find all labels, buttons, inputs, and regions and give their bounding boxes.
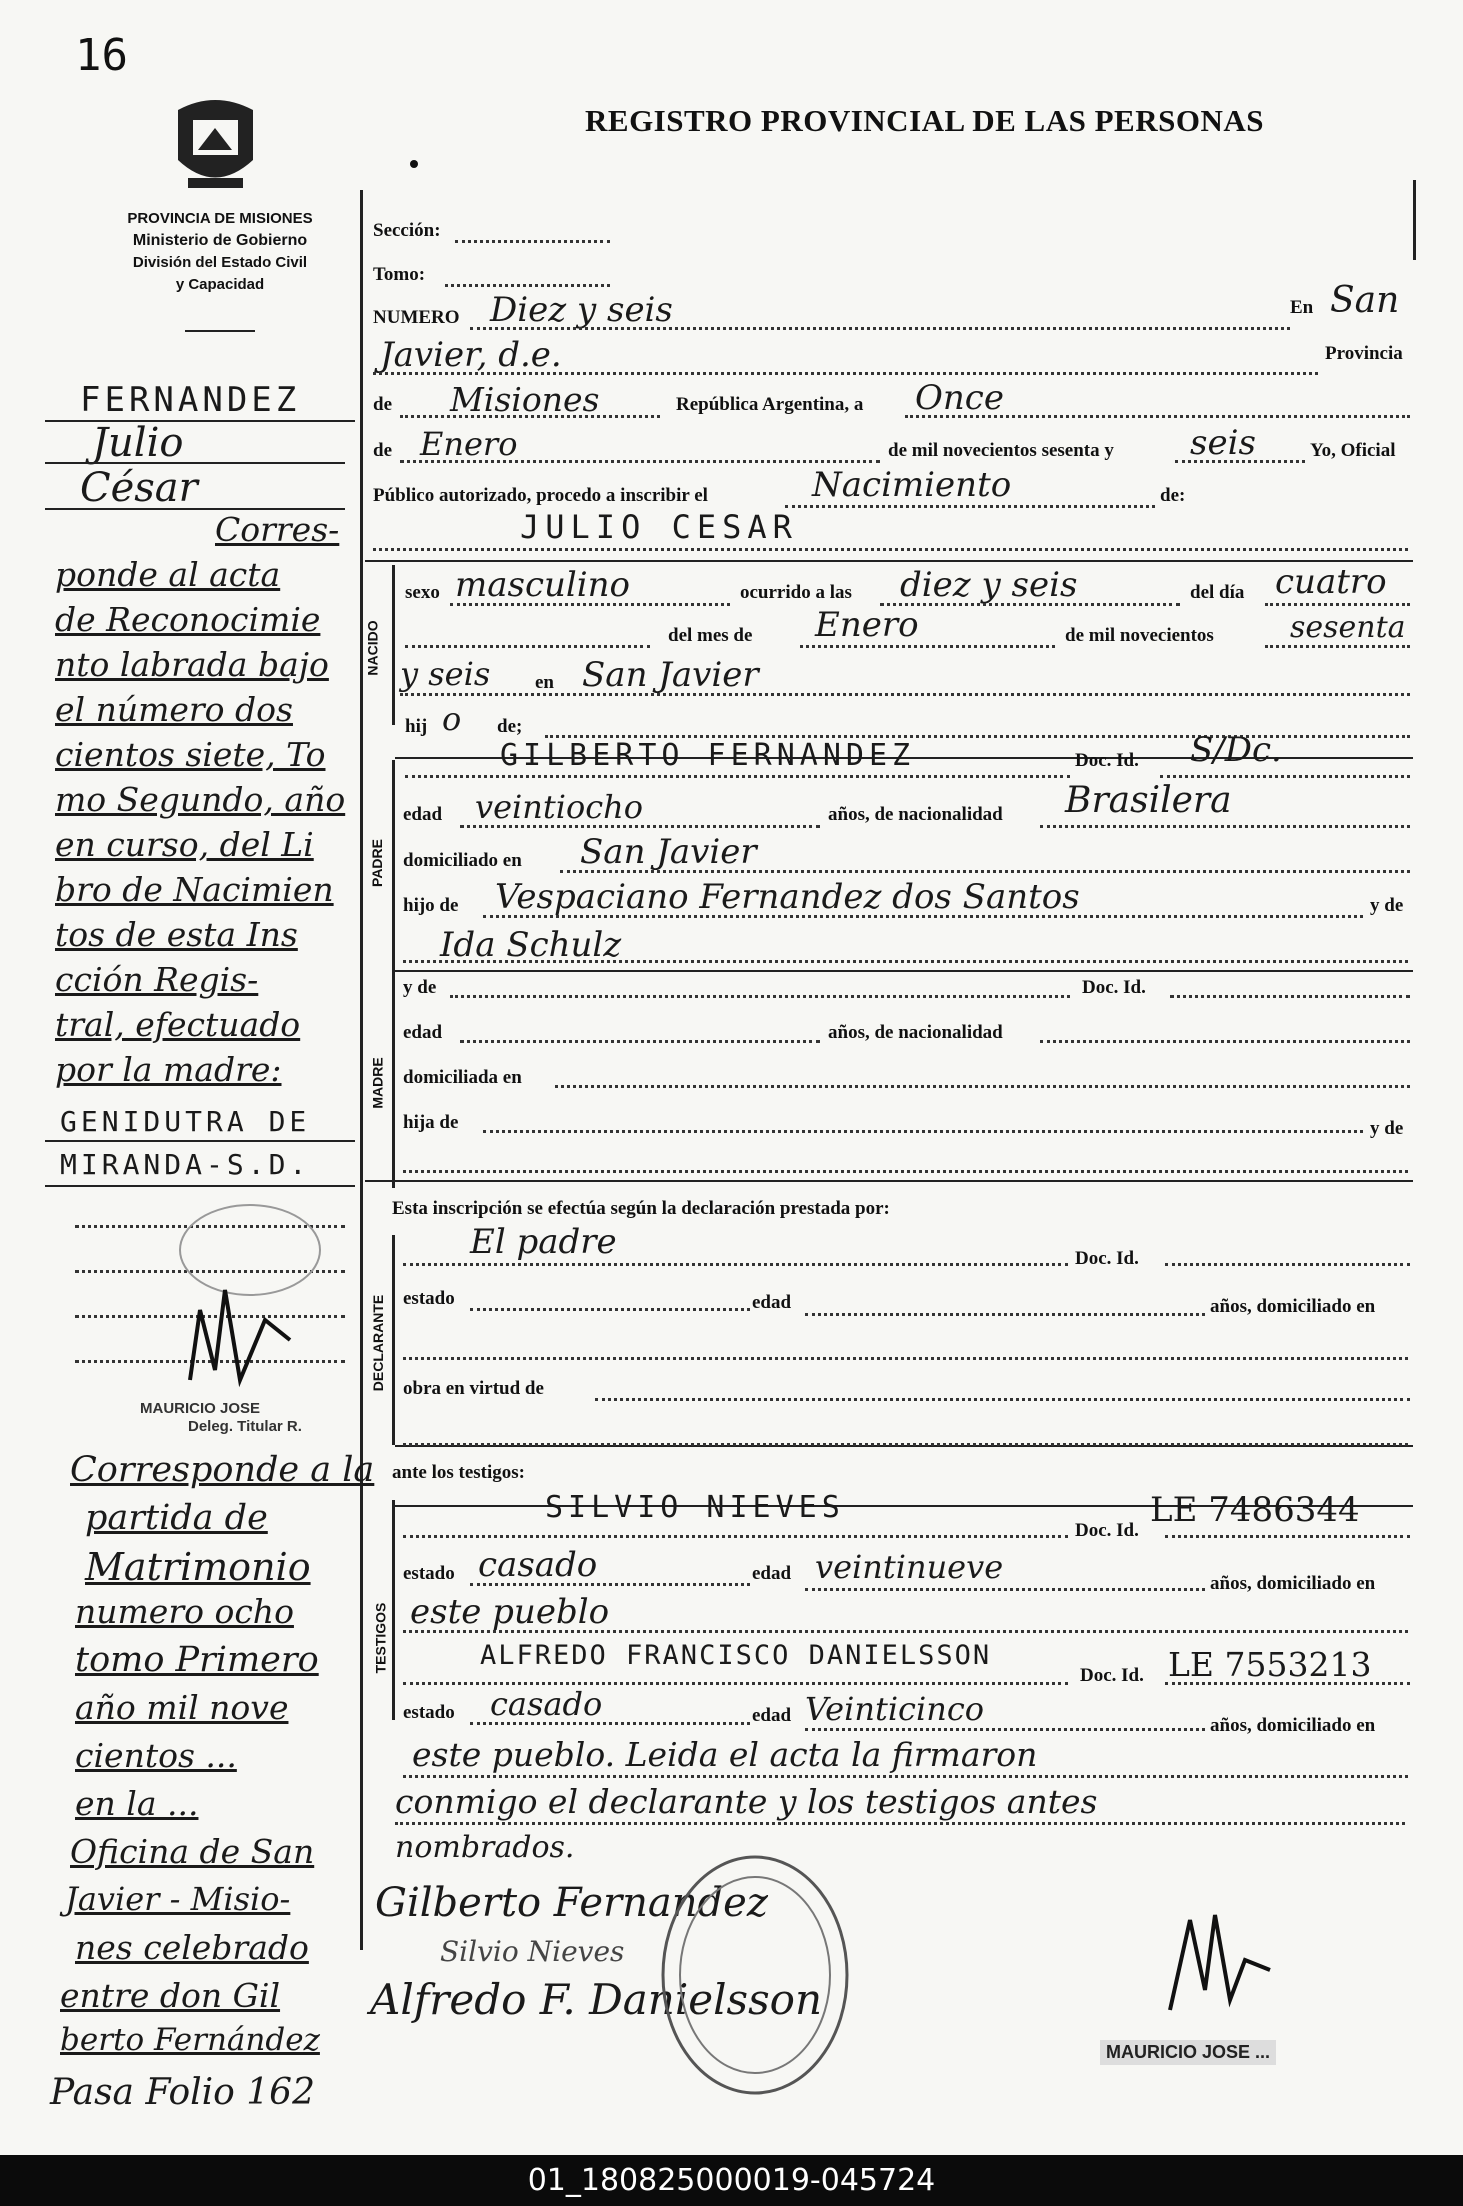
- margin-note-1-line: nto labrada bajo: [55, 645, 329, 684]
- label-numero: NUMERO: [373, 307, 460, 328]
- hw-abuela: Ida Schulz: [440, 925, 622, 965]
- hw-padre-nacionalidad: Brasilera: [1065, 780, 1232, 821]
- label-declarante-estado: estado: [403, 1288, 455, 1309]
- hw-dia: Once: [915, 378, 1004, 418]
- hw-testigo1-doc: LE 7486344: [1150, 1490, 1360, 1530]
- label-de-3: de;: [497, 716, 523, 737]
- margin-note-2-line: año mil nove: [75, 1688, 289, 1727]
- margin-note-2-line: nes celebrado: [75, 1928, 309, 1967]
- hw-testigo2-edad: Veinticinco: [805, 1690, 984, 1728]
- margin-note-2-line: cientos ...: [75, 1736, 237, 1775]
- label-ante-testigos: ante los testigos:: [392, 1462, 525, 1483]
- hw-provincia-de: Misiones: [450, 380, 600, 419]
- margin-note-2-line: berto Fernández: [60, 2022, 320, 2058]
- hw-anio-nac-1: sesenta: [1290, 610, 1406, 645]
- label-testigo1-doc: Doc. Id.: [1075, 1520, 1139, 1541]
- label-madre-y-de: y de: [403, 977, 437, 998]
- label-en: En: [1290, 297, 1314, 318]
- margin-note-1-line: tos de esta Ins: [55, 915, 298, 954]
- hw-padre-nombre: GILBERTO FERNANDEZ: [500, 738, 916, 773]
- main-column-divider: [360, 190, 363, 1950]
- scan-id-footer: 01_180825000019-045724: [0, 2155, 1463, 2206]
- margin-madre-caps-2: MIRANDA-S.D.: [60, 1148, 311, 1181]
- label-de-2: de: [373, 440, 392, 461]
- label-del-mes: del mes de: [668, 625, 753, 646]
- label-sexo: sexo: [405, 582, 440, 603]
- hw-testigo2: ALFREDO FRANCISCO DANIELSSON: [480, 1640, 992, 1671]
- label-declarante-anos-dom: años, domiciliado en: [1210, 1296, 1376, 1317]
- hw-testigo1-edad: veintinueve: [815, 1548, 1004, 1586]
- signature-silvio: Silvio Nieves: [440, 1935, 625, 1968]
- margin-note-1-line: Corres-: [215, 510, 340, 549]
- provincial-emblem-icon: [168, 90, 263, 195]
- agency-line-2: Ministerio de Gobierno: [132, 232, 308, 249]
- label-republica: República Argentina, a: [676, 394, 864, 415]
- label-madre-edad: edad: [403, 1022, 443, 1043]
- hw-padre-domicilio: San Javier: [580, 832, 757, 872]
- margin-apellido: FERNANDEZ: [80, 380, 301, 420]
- hw-testigo1-dom: este pueblo: [410, 1592, 610, 1632]
- section-tag-declarante: DECLARANTE: [370, 1294, 387, 1392]
- margin-note-1-line: el número dos: [55, 690, 293, 729]
- section-tag-testigos: TESTIGOS: [372, 1602, 389, 1674]
- margin-note-1-line: tral, efectuado: [55, 1005, 301, 1044]
- label-del-dia: del día: [1190, 582, 1245, 603]
- label-declarante-doc: Doc. Id.: [1075, 1248, 1139, 1269]
- margin-note-1-line: bro de Nacimien: [55, 870, 334, 909]
- margin-note-2-line: numero ocho: [75, 1592, 294, 1631]
- agency-line-4: y Capacidad: [175, 276, 265, 293]
- hw-hora: diez y seis: [900, 565, 1078, 605]
- margin-note-2-line: entre don Gil: [60, 1976, 281, 2015]
- hw-cierre-2: conmigo el declarante y los testigos antes: [395, 1782, 1098, 1821]
- margin-seal-cargo: Deleg. Titular R.: [188, 1418, 302, 1435]
- hw-testigo2-doc: LE 7553213: [1168, 1645, 1372, 1684]
- label-tomo: Tomo:: [373, 264, 426, 285]
- margin-note-1-line: mo Segundo, año: [55, 780, 346, 819]
- label-de-mil-nov-2: de mil novecientos: [1065, 625, 1214, 646]
- hw-testigo2-estado: casado: [490, 1685, 603, 1723]
- agency-line-1: PROVINCIA DE MISIONES: [127, 210, 313, 227]
- margin-note-1-line: cientos siete, To: [55, 735, 326, 774]
- label-padre-edad: edad: [403, 804, 443, 825]
- label-de-mil-nov: de mil novecientos sesenta y: [888, 440, 1114, 461]
- label-ocurrido: ocurrido a las: [740, 582, 852, 603]
- label-padre-nac: años, de nacionalidad: [828, 804, 1003, 825]
- hw-cierre-3: nombrados.: [395, 1830, 575, 1865]
- label-de-colon: de:: [1160, 485, 1186, 506]
- margin-nombre-1: Julio: [92, 420, 184, 466]
- label-testigo2-anos-dom: años, domiciliado en: [1210, 1715, 1376, 1736]
- margin-note-2-line: en la ...: [75, 1784, 199, 1823]
- label-padre-y-de: y de: [1370, 895, 1404, 916]
- signature-gilberto: Gilberto Fernandez: [375, 1880, 768, 1926]
- margin-note-2-line: Javier - Misio-: [65, 1880, 291, 1918]
- official-signature-icon: [1160, 1900, 1280, 2020]
- hw-nombre: JULIO CESAR: [520, 508, 798, 546]
- label-padre-domicilio: domiciliado en: [403, 850, 522, 871]
- label-madre-y-de-2: y de: [1370, 1118, 1404, 1139]
- margin-note-2-line: Matrimonio: [85, 1545, 311, 1589]
- hw-dia-nac: cuatro: [1275, 562, 1387, 602]
- label-publico: Público autorizado, procedo a inscribir el: [373, 485, 708, 506]
- label-testigo2-doc: Doc. Id.: [1080, 1665, 1144, 1686]
- hw-lugar-nac: San Javier: [582, 655, 759, 695]
- hw-numero: Diez y seis: [490, 290, 673, 330]
- bottom-stamp: MAURICIO JOSE ...: [1100, 2040, 1276, 2065]
- label-testigo1-edad: edad: [752, 1563, 792, 1584]
- round-seal-icon: [655, 1850, 855, 2100]
- margin-madre-caps-1: GENIDUTRA DE: [60, 1105, 311, 1138]
- label-provincia: Provincia: [1325, 343, 1403, 364]
- label-yo-oficial: Yo, Oficial: [1310, 440, 1396, 461]
- label-padre-doc: Doc. Id.: [1075, 750, 1139, 771]
- hw-acto: Nacimiento: [812, 465, 1012, 505]
- hw-testigo1-estado: casado: [478, 1545, 598, 1585]
- margin-note-1-line: ponde al acta: [55, 555, 281, 594]
- hw-sexo: masculino: [455, 565, 631, 605]
- hw-anio: seis: [1190, 423, 1256, 463]
- signature-alfredo: Alfredo F. Danielsson: [370, 1975, 822, 2024]
- hw-cierre-1: este pueblo. Leida el acta la firmaron: [412, 1735, 1038, 1774]
- label-seccion: Sección:: [373, 220, 441, 241]
- hw-mes-nac: Enero: [815, 605, 919, 645]
- label-testigo1-anos-dom: años, domiciliado en: [1210, 1573, 1376, 1594]
- margin-note-1-line: cción Regis-: [55, 960, 259, 999]
- margin-note-2-line: Corresponde a la: [70, 1450, 375, 1490]
- label-testigo2-edad: edad: [752, 1705, 792, 1726]
- hw-padre-doc: S/Dc.: [1190, 730, 1282, 770]
- hw-place-line: Javier, d.e.: [380, 335, 562, 375]
- hw-hij: o: [442, 700, 462, 738]
- label-testigo2-estado: estado: [403, 1702, 455, 1723]
- margin-note-2-line: partida de: [85, 1498, 268, 1538]
- hw-abuelo: Vespaciano Fernandez dos Santos: [495, 877, 1080, 917]
- label-declarante-edad: edad: [752, 1292, 792, 1313]
- label-de: de: [373, 394, 392, 415]
- agency-line-3: División del Estado Civil: [132, 254, 308, 271]
- margin-note-1-line: de Reconocimie: [55, 600, 321, 639]
- margin-signature-icon: [170, 1180, 330, 1400]
- label-hij: hij: [405, 716, 428, 737]
- hw-testigo1: SILVIO NIEVES: [545, 1490, 845, 1525]
- label-hija-de: hija de: [403, 1112, 459, 1133]
- label-obra: obra en virtud de: [403, 1378, 544, 1399]
- document-title: REGISTRO PROVINCIAL DE LAS PERSONAS: [585, 103, 1264, 138]
- label-testigo1-estado: estado: [403, 1563, 455, 1584]
- label-madre-nac: años, de nacionalidad: [828, 1022, 1003, 1043]
- hw-en-place: San: [1330, 280, 1400, 321]
- label-en-2: en: [535, 672, 554, 693]
- label-esta-inscripcion: Esta inscripción se efectúa según la declaración prestada por:: [392, 1198, 890, 1219]
- margin-note-1-line: por la madre:: [55, 1050, 282, 1089]
- section-tag-nacido: NACIDO: [364, 620, 381, 676]
- margin-note-1-line: en curso, del Li: [55, 825, 314, 864]
- label-madre-doc: Doc. Id.: [1082, 977, 1146, 998]
- hw-anio-nac-2: y seis: [400, 655, 491, 693]
- margin-note-2-line: tomo Primero: [75, 1640, 319, 1680]
- margin-note-2-line: Oficina de San: [70, 1832, 315, 1871]
- margin-pasa-folio: Pasa Folio 162: [50, 2072, 315, 2113]
- hw-padre-edad: veintiocho: [475, 788, 644, 826]
- margin-nombre-2: César: [80, 465, 198, 511]
- section-tag-padre: PADRE: [368, 839, 385, 887]
- hw-mes: Enero: [420, 425, 518, 463]
- margin-seal-name: MAURICIO JOSE: [140, 1400, 261, 1417]
- page-number: 16: [75, 30, 128, 81]
- label-madre-domicilio: domiciliada en: [403, 1067, 522, 1088]
- label-hijo-de: hijo de: [403, 895, 459, 916]
- section-tag-madre: MADRE: [369, 1057, 386, 1109]
- hw-declarante: El padre: [470, 1222, 617, 1262]
